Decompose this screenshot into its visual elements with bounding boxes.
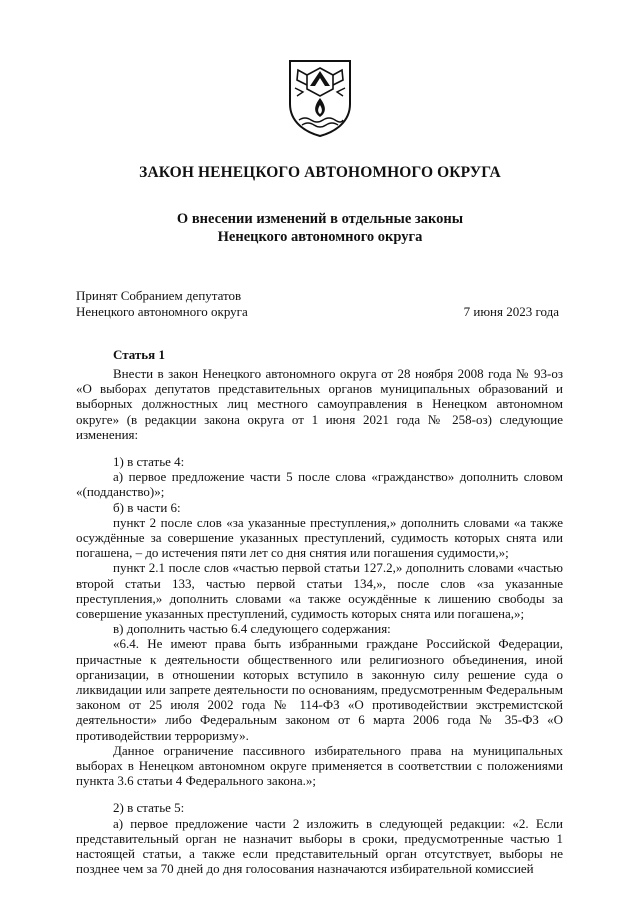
paragraph-restriction: Данное ограничение пассивного избирательного права на муниципальных выборах в Ненецком автономном округе применяется в соответствии с положениями пункта 3.6 статьи 4 Федерального закона.»; [76, 742, 563, 789]
paragraph-item-1c: в) дополнить частью 6.4 следующего содержания: [113, 621, 391, 637]
adoption-line-2: Ненецкого автономного округа [76, 304, 248, 319]
law-subject [0, 210, 640, 246]
article-body [76, 366, 563, 877]
law-subject-line-2: Ненецкого автономного округа [217, 229, 423, 245]
paragraph-item-1a: а) первое предложение части 5 после слова «гражданство» дополнить словом «(подданство)»; [76, 469, 563, 500]
adoption-line-1: Принят Собранием депутатов [76, 288, 242, 303]
law-title: ЗАКОН НЕНЕЦКОГО АВТОНОМНОГО ОКРУГА [139, 164, 501, 181]
paragraph-point-2: пункт 2 после слов «за указанные преступления,» дополнить словами «а также осуждённые за совершение указанных преступлений, судимость которых снята или погашена, – до истечения пяти лет со дня снятия или погашения судимости,»; [76, 514, 563, 561]
adoption-date: 7 июня 2023 года [463, 304, 559, 319]
adoption-info [76, 288, 248, 320]
paragraph-item-2: 2) в статье 5: [113, 800, 185, 816]
article-heading: Статья 1 [113, 347, 165, 362]
paragraph-part-6-4: «6.4. Не имеют права быть избранными граждане Российской Федерации, причастные к деятельности общественного или религиозного объединения, иной организации, в отношении которых вступило в законную силу решение суда о ликвидации или запрете деятельности по основаниям, предусмотренным Федеральным законом от 25 июля 2002 года № 114-ФЗ «О противодействии экстремистской деятельности» либо Федеральным законом от 6 марта 2006 года № 35-ФЗ «О противодействии терроризму». [76, 636, 563, 743]
paragraph-intro: Внести в закон Ненецкого автономного округа от 28 ноября 2008 года № 93-оз «О выборах депутатов представительных органов муниципальных образований и выборных должностных лиц местного самоуправления в Ненецком автономном округе» (в редакции закона округа от 1 июня 2021 года № 258-оз) следующие изменения: [76, 366, 563, 442]
nenets-okrug-coat-of-arms-icon [287, 58, 353, 138]
paragraph-item-2a: а) первое предложение части 2 изложить в следующей редакции: «2. Если представительный орган не назначит выборы в сроки, предусмотренные частью 1 настоящей статьи, а также если представительный орган отсутствует, выборы не позднее чем за 70 дней до дня голосования назначаются избирательной комиссией [76, 815, 563, 877]
paragraph-item-1: 1) в статье 4: [113, 454, 185, 470]
paragraph-point-2-1: пункт 2.1 после слов «частью первой статьи 127.2,» дополнить словами «частью второй статьи 133, частью первой статьи 134,», после слов «за указанные преступления,» дополнить словами «а также осуждённые к лишению свободы за совершение указанных преступлений, судимость которых снята или погашена,»; [76, 560, 563, 622]
law-subject-line-1: О внесении изменений в отдельные законы [176, 211, 464, 227]
paragraph-item-1b: б) в части 6: [113, 499, 181, 515]
